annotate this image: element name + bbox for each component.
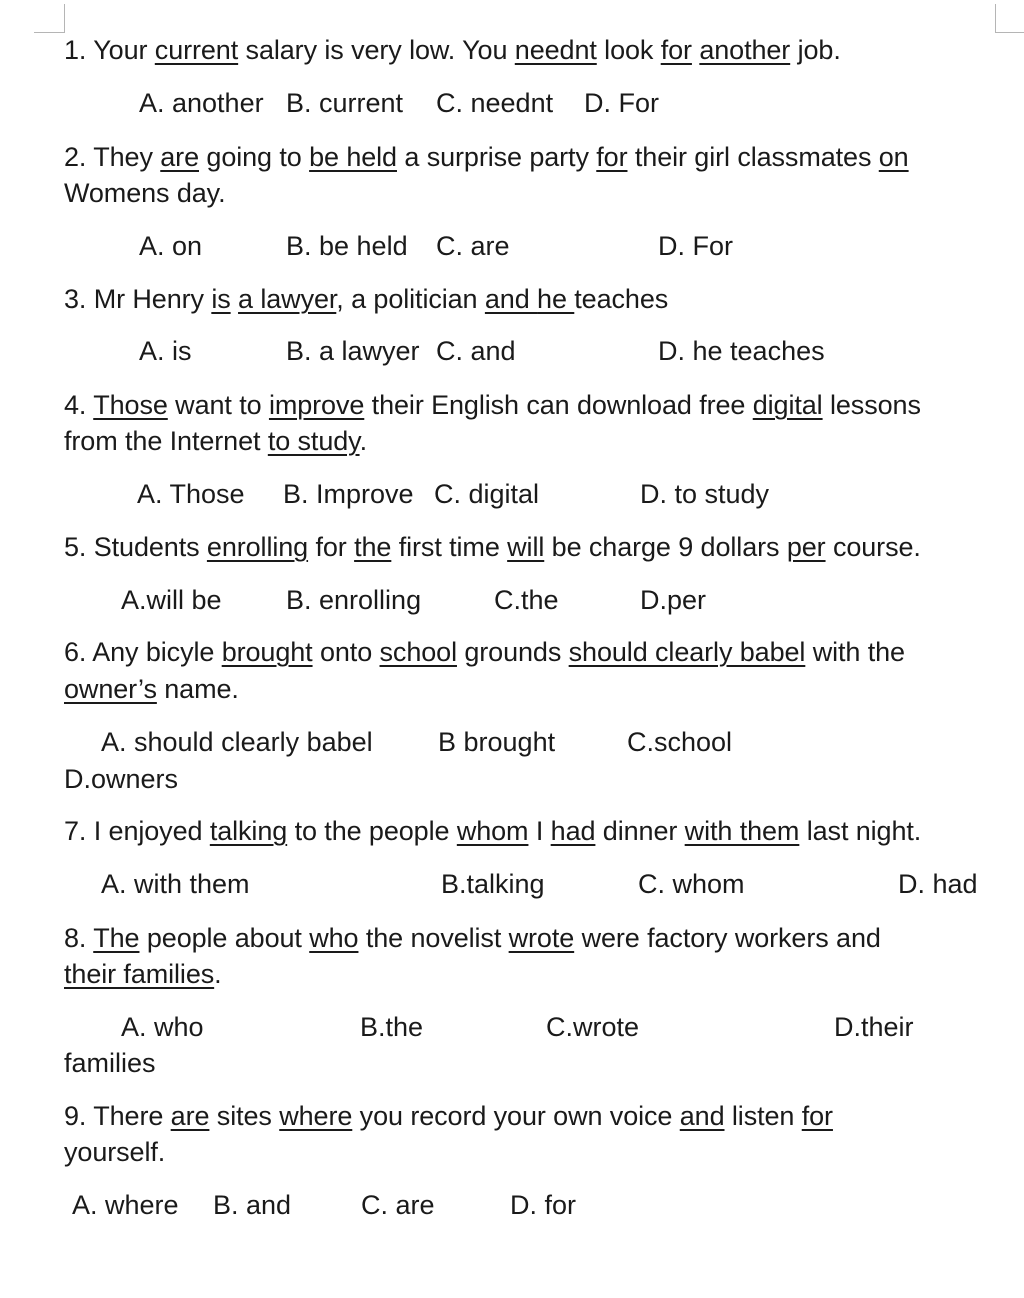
question-5-option: D.per <box>640 585 707 615</box>
question-9-option: B. and <box>213 1190 292 1220</box>
underlined-word: school <box>379 637 457 667</box>
question-2-text-line <box>64 139 909 175</box>
question-8-option: families <box>64 1048 156 1078</box>
question-text-segment: to the people <box>287 816 457 846</box>
question-4-option: D. to study <box>640 479 770 509</box>
question-6-option: B brought <box>438 727 556 757</box>
question-text-segment: Womens day. <box>64 178 226 208</box>
underlined-word: with them <box>684 816 800 846</box>
question-text-segment: going to <box>199 142 310 172</box>
underlined-word: digital <box>752 390 823 420</box>
question-text-segment: for <box>308 532 355 562</box>
underlined-word: owner’s <box>64 674 157 704</box>
underlined-word: neednt <box>514 35 597 65</box>
question-5-option: B. enrolling <box>286 585 422 615</box>
question-1-option: D. For <box>584 88 660 118</box>
question-text-segment: grounds <box>456 637 569 667</box>
question-7-option: D. had <box>898 869 978 899</box>
underlined-word: are <box>160 142 199 172</box>
question-text-segment: 2. They <box>64 142 161 172</box>
underlined-word: talking <box>209 816 288 846</box>
underlined-word: had <box>550 816 596 846</box>
question-8-option: D.their <box>834 1012 914 1042</box>
question-6-option: D.owners <box>64 764 179 794</box>
question-text-segment: lessons <box>822 390 921 420</box>
question-text-segment: you record your own voice <box>352 1101 680 1131</box>
question-5-option: C.the <box>494 585 559 615</box>
question-text-segment: their English can download free <box>364 390 753 420</box>
question-text-segment: name. <box>156 674 239 704</box>
question-text-segment: salary is very low. You <box>238 35 515 65</box>
question-2-option: B. be held <box>286 231 408 261</box>
question-text-segment: course. <box>825 532 921 562</box>
question-text-segment: yourself. <box>64 1137 166 1167</box>
question-text-segment: last night. <box>799 816 922 846</box>
underlined-word: should clearly babel <box>568 637 806 667</box>
question-1-option: B. current <box>286 88 404 118</box>
question-text-segment: . <box>359 426 367 456</box>
question-7-option: A. with them <box>101 869 250 899</box>
question-3-option: D. he teaches <box>658 336 825 366</box>
underlined-word: for <box>660 35 692 65</box>
question-7-option: C. whom <box>638 869 745 899</box>
underlined-word: who <box>309 923 359 953</box>
question-text-segment <box>231 284 238 314</box>
question-8-option: C.wrote <box>546 1012 640 1042</box>
question-6-option: C.school <box>627 727 733 757</box>
underlined-word: is <box>211 284 231 314</box>
question-9-option: A. where <box>72 1190 179 1220</box>
underlined-word: another <box>699 35 791 65</box>
page-corner-mark-left <box>34 4 65 33</box>
question-text-segment: , a politician <box>336 284 485 314</box>
question-text-segment: 6. Any bicyle <box>64 637 222 667</box>
question-2-option: A. on <box>139 231 203 261</box>
question-text-segment: . <box>214 959 222 989</box>
underlined-word: Those <box>93 390 168 420</box>
question-text-segment: onto <box>312 637 380 667</box>
question-3-text-line <box>64 281 668 317</box>
underlined-word: per <box>786 532 826 562</box>
underlined-word: be held <box>309 142 397 172</box>
question-text-segment: job. <box>790 35 841 65</box>
question-6-text-line <box>64 634 905 670</box>
underlined-word: for <box>596 142 628 172</box>
question-text-segment: 7. I enjoyed <box>64 816 210 846</box>
question-4-text-line <box>64 423 367 459</box>
question-9-text-line <box>64 1134 165 1170</box>
question-text-segment: listen <box>724 1101 802 1131</box>
underlined-word: on <box>878 142 909 172</box>
question-4-option: C. digital <box>434 479 540 509</box>
underlined-word: for <box>801 1101 833 1131</box>
underlined-word: whom <box>456 816 529 846</box>
underlined-word: will <box>507 532 545 562</box>
underlined-word: and <box>484 284 538 314</box>
page-corner-mark-right <box>995 4 1024 33</box>
question-3-option: A. is <box>139 336 192 366</box>
question-6-option: A. should clearly babel <box>101 727 373 757</box>
question-text-segment: 4. <box>64 390 94 420</box>
question-2-option: D. For <box>658 231 734 261</box>
underlined-word: brought <box>221 637 313 667</box>
underlined-word: where <box>279 1101 353 1131</box>
underlined-word: are <box>170 1101 210 1131</box>
underlined-word: current <box>154 35 239 65</box>
question-4-text-line <box>64 387 921 423</box>
question-text-segment: with the <box>805 637 905 667</box>
underlined-word: enrolling <box>206 532 309 562</box>
question-text-segment: a surprise party <box>396 142 597 172</box>
question-text-segment: 5. Students <box>64 532 207 562</box>
question-3-option: C. and <box>436 336 516 366</box>
question-7-text-line <box>64 813 921 849</box>
question-text-segment: look <box>596 35 661 65</box>
underlined-word: a lawyer <box>238 284 337 314</box>
question-1-option: A. another <box>139 88 264 118</box>
underlined-word: improve <box>268 390 365 420</box>
question-text-segment: the novelist <box>358 923 509 953</box>
question-text-segment: sites <box>209 1101 280 1131</box>
underlined-word: he <box>537 284 575 314</box>
question-text-segment: from the Internet <box>64 426 268 456</box>
question-5-text-line <box>64 529 921 565</box>
question-text-segment: people about <box>139 923 310 953</box>
underlined-word: the <box>354 532 392 562</box>
question-8-option: A. who <box>121 1012 204 1042</box>
question-text-segment: first time <box>391 532 508 562</box>
question-text-segment: want to <box>167 390 269 420</box>
question-9-option: D. for <box>510 1190 577 1220</box>
question-text-segment: be charge 9 dollars <box>544 532 787 562</box>
question-6-text-line <box>64 671 239 707</box>
underlined-word: and <box>679 1101 725 1131</box>
question-4-option: B. Improve <box>283 479 414 509</box>
question-9-text-line <box>64 1098 833 1134</box>
question-text-segment: 9. There <box>64 1101 171 1131</box>
question-9-option: C. are <box>361 1190 435 1220</box>
underlined-word: to study <box>267 426 360 456</box>
question-text-segment: their girl classmates <box>627 142 879 172</box>
question-8-option: B.the <box>360 1012 424 1042</box>
question-text-segment: dinner <box>595 816 685 846</box>
question-1-text-line <box>64 32 841 68</box>
question-3-option: B. a lawyer <box>286 336 420 366</box>
question-2-text-line <box>64 175 225 211</box>
question-text-segment: were factory workers and <box>574 923 881 953</box>
question-text-segment: teaches <box>574 284 669 314</box>
question-8-text-line <box>64 956 222 992</box>
underlined-word: The <box>93 923 140 953</box>
question-text-segment: 3. Mr Henry <box>64 284 212 314</box>
question-2-option: C. are <box>436 231 510 261</box>
question-text-segment: 1. Your <box>64 35 155 65</box>
question-1-option: C. neednt <box>436 88 554 118</box>
underlined-word: their families <box>64 959 215 989</box>
question-5-option: A.will be <box>121 585 222 615</box>
question-7-option: B.talking <box>441 869 545 899</box>
question-8-text-line <box>64 920 881 956</box>
question-text-segment: I <box>528 816 551 846</box>
question-text-segment: 8. <box>64 923 94 953</box>
underlined-word: wrote <box>508 923 575 953</box>
question-4-option: A. Those <box>137 479 245 509</box>
